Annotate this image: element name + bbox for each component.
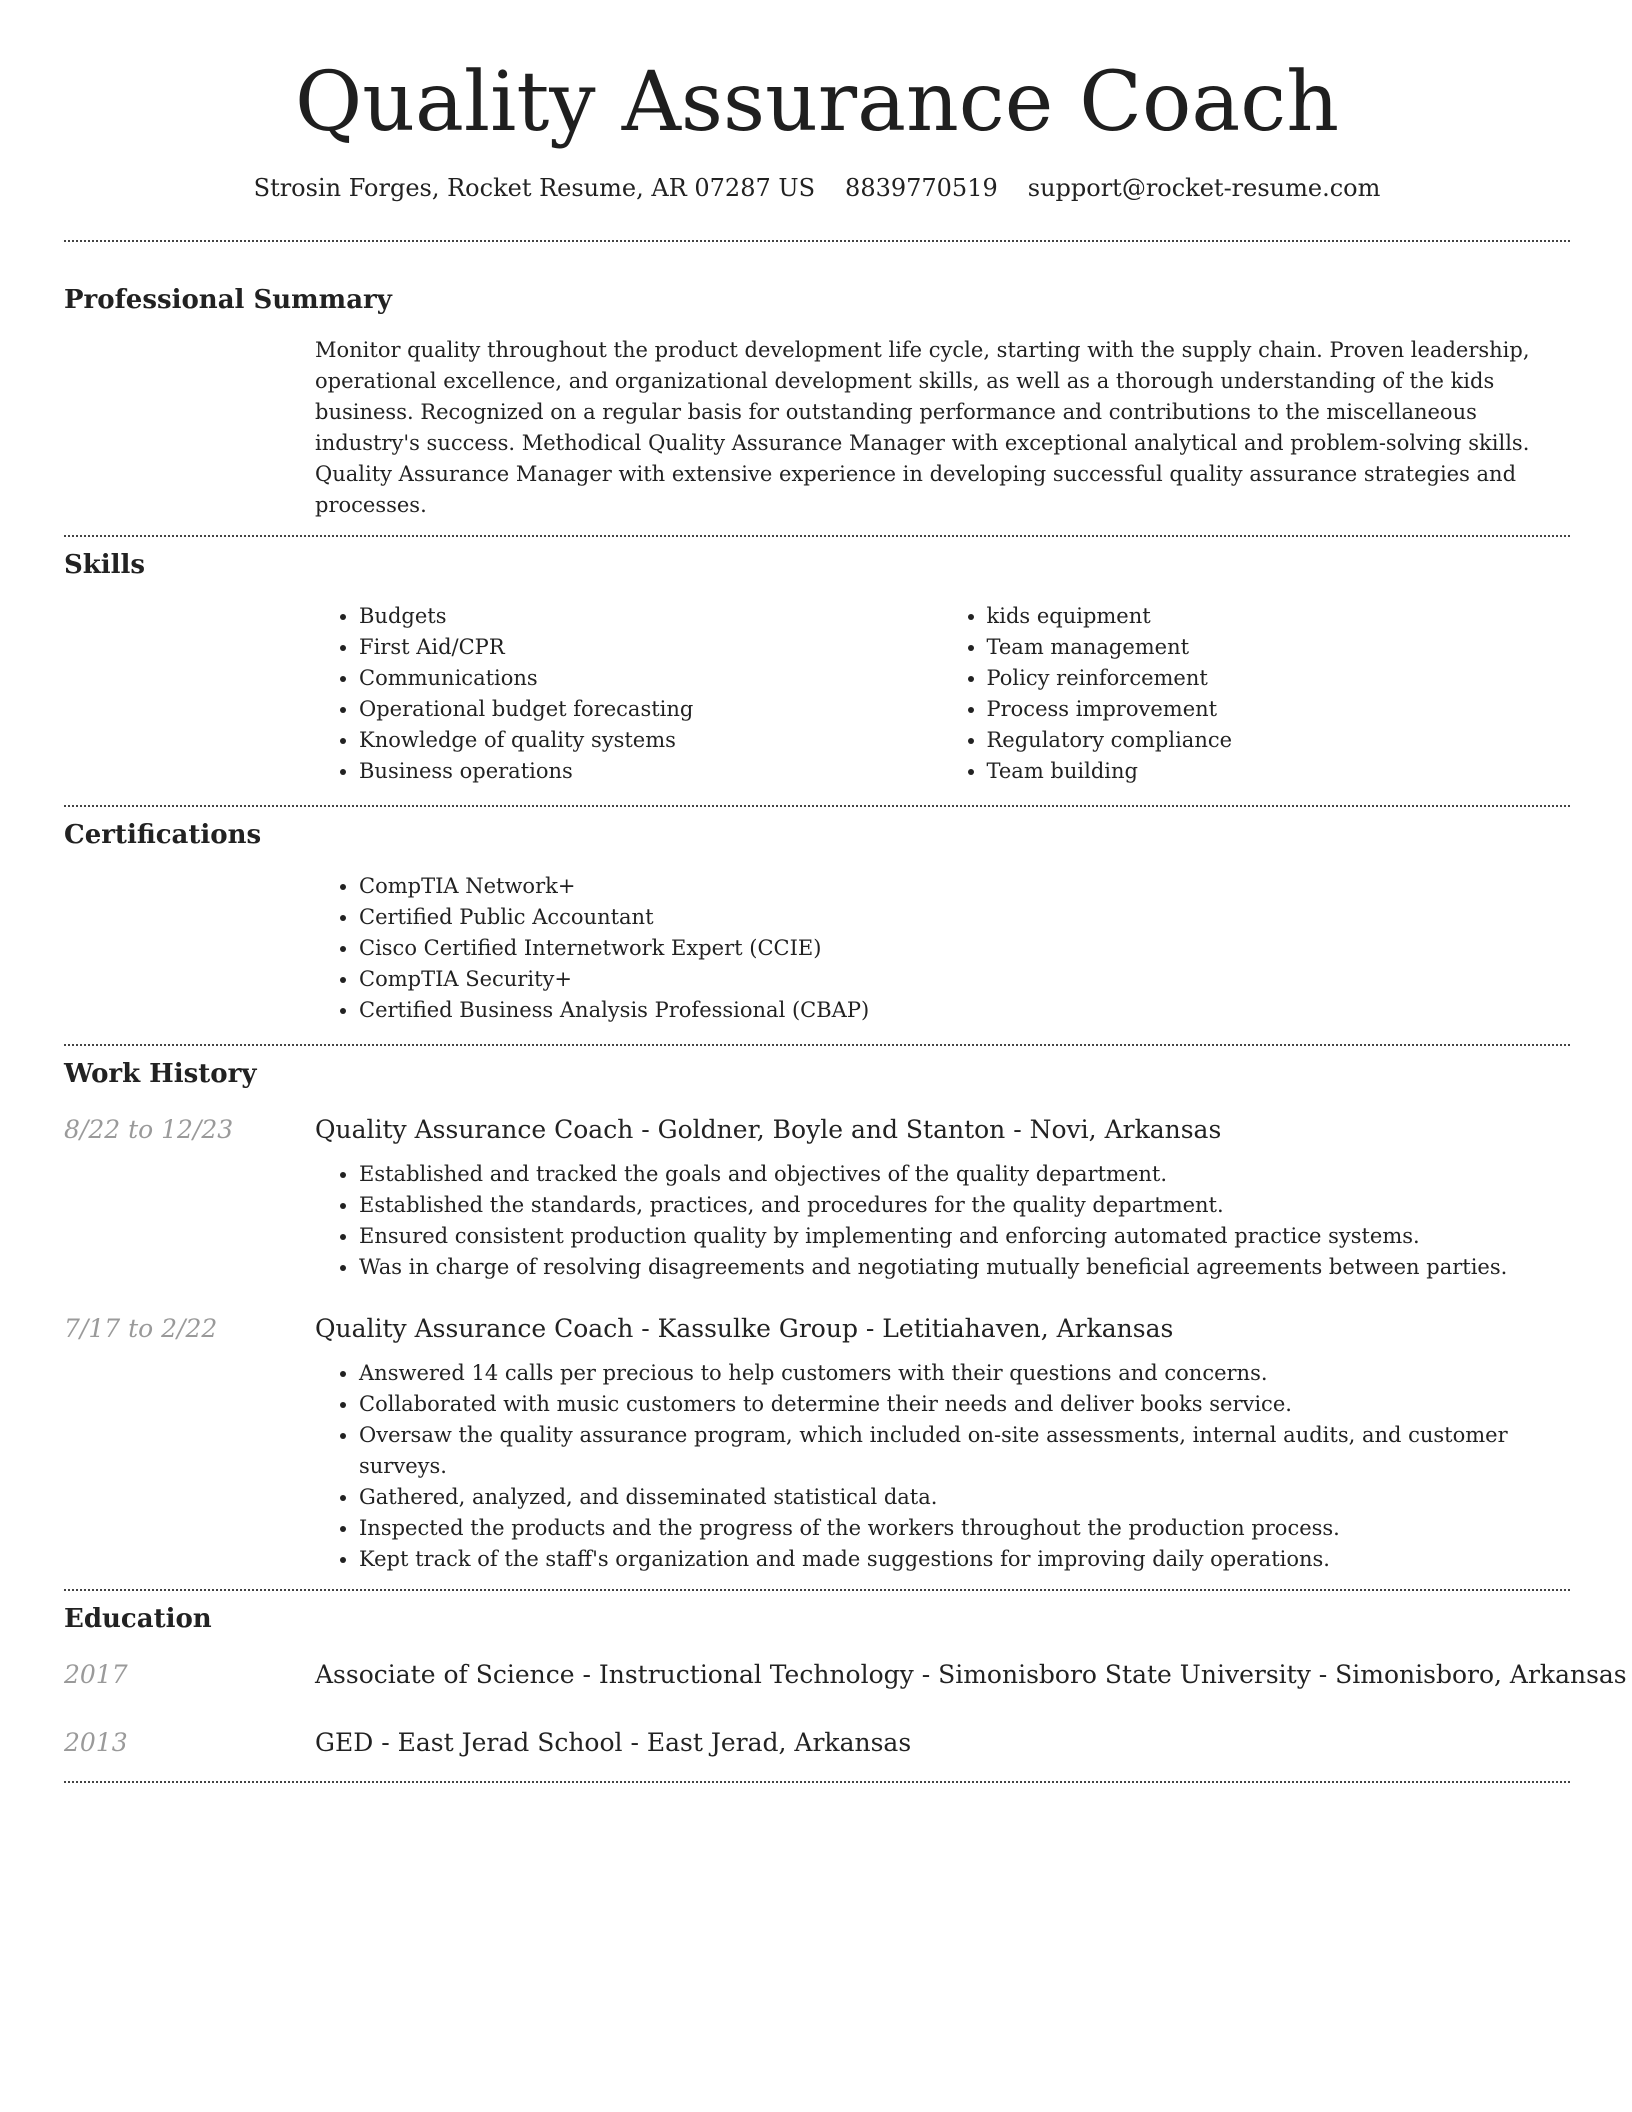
skills-heading: Skills (64, 550, 146, 580)
education-entry (64, 1725, 1570, 1761)
job-bullet: • Established and tracked the goals and objectives of the quality department. (359, 1159, 1570, 1190)
work-heading: Work History (64, 1059, 257, 1089)
resume-page (64, 0, 1627, 1783)
skill-item: • First Aid/CPR (359, 632, 943, 663)
education-heading: Education (64, 1604, 212, 1634)
skill-item: • Process improvement (987, 694, 1571, 725)
job-bullet: • Collaborated with music customers to determine their needs and deliver books service. (359, 1389, 1570, 1420)
education-year: 2013 (64, 1728, 128, 1757)
contact-phone: 8839770519 (845, 174, 998, 202)
job-entry (64, 1112, 1570, 1148)
job-title: Quality Assurance Coach - Goldner, Boyle and Stanton - Novi, Arkansas (315, 1115, 1222, 1144)
contact-email: support@rocket-resume.com (1027, 174, 1381, 202)
certification-item: • CompTIA Network+ (359, 871, 1570, 902)
certification-item: • CompTIA Security+ (359, 964, 1570, 995)
skill-item: • Team building (987, 756, 1571, 787)
skill-item: • Knowledge of quality systems (359, 725, 943, 756)
job-bullet: • Answered 14 calls per precious to help customers with their questions and concerns. (359, 1358, 1570, 1389)
job-bullet: • Was in charge of resolving disagreements and negotiating mutually beneficial agreements between parties. (359, 1252, 1570, 1283)
job-title: Quality Assurance Coach - Kassulke Group - Letitiahaven, Arkansas (315, 1314, 1174, 1343)
skill-item: • kids equipment (987, 601, 1571, 632)
job-dates: 8/22 to 12/23 (64, 1115, 234, 1144)
skill-item: • Policy reinforcement (987, 663, 1571, 694)
education-title: Associate of Science - Instructional Technology - Simonisboro State University - Simonisboro, Arkansas (315, 1660, 1627, 1689)
skill-item: • Communications (359, 663, 943, 694)
skills-list-left (315, 601, 943, 787)
certification-item: • Cisco Certified Internetwork Expert (CCIE) (359, 933, 1570, 964)
certification-item: • Certified Public Accountant (359, 902, 1570, 933)
education-entry (64, 1657, 1627, 1693)
contact-line (64, 170, 1570, 206)
divider (64, 1781, 1570, 1783)
certifications-list (315, 871, 1570, 1026)
education-title: GED - East Jerad School - East Jerad, Arkansas (315, 1728, 912, 1757)
job-bullet: • Kept track of the staff's organization and made suggestions for improving daily operations. (359, 1544, 1570, 1575)
skill-item: • Regulatory compliance (987, 725, 1571, 756)
skill-item: • Team management (987, 632, 1571, 663)
job-details (315, 1159, 1570, 1283)
job-entry (64, 1311, 1570, 1347)
contact-address: Strosin Forges, Rocket Resume, AR 07287 US (253, 174, 816, 202)
certifications-body (315, 871, 1570, 1026)
education-section (64, 1591, 1627, 1761)
skill-item: • Budgets (359, 601, 943, 632)
certifications-section (64, 807, 1570, 1026)
job-bullet: • Inspected the products and the progress of the workers throughout the production process. (359, 1513, 1570, 1544)
summary-heading: Professional Summary (64, 285, 392, 315)
job-dates: 7/17 to 2/22 (64, 1314, 218, 1343)
certification-item: • Certified Business Analysis Professional (CBAP) (359, 995, 1570, 1026)
job-bullets (315, 1159, 1570, 1283)
work-section (64, 1046, 1570, 1575)
resume-name: Quality Assurance Coach (294, 55, 1340, 150)
summary-section (64, 242, 1570, 521)
skills-list-right (943, 601, 1571, 787)
job-bullet: • Oversaw the quality assurance program, which included on-site assessments, internal audits, and customer surveys. (359, 1420, 1570, 1482)
job-bullet: • Established the standards, practices, and procedures for the quality department. (359, 1190, 1570, 1221)
certifications-heading: Certifications (64, 820, 262, 850)
education-year: 2017 (64, 1660, 128, 1689)
job-bullet: • Gathered, analyzed, and disseminated statistical data. (359, 1482, 1570, 1513)
summary-text: Monitor quality throughout the product development life cycle, starting with the supply chain. Proven leadership, operational excellence, and organizational development skills, as well as a thorough understanding of the kids business. Recognized on a regular basis for outstanding performance and contributions to the miscellaneous industry's success. Methodical Quality Assurance Manager with exceptional analytical and problem-solving skills. Quality Assurance Manager with extensive experience in developing successful quality assurance strategies and processes. (315, 338, 1530, 517)
job-bullet: • Ensured consistent production quality by implementing and enforcing automated practice systems. (359, 1221, 1570, 1252)
skill-item: • Operational budget forecasting (359, 694, 943, 725)
skills-section (64, 537, 1570, 787)
job-bullets (315, 1358, 1570, 1575)
job-details (315, 1358, 1570, 1575)
skill-item: • Business operations (359, 756, 943, 787)
skills-columns (315, 601, 1570, 787)
